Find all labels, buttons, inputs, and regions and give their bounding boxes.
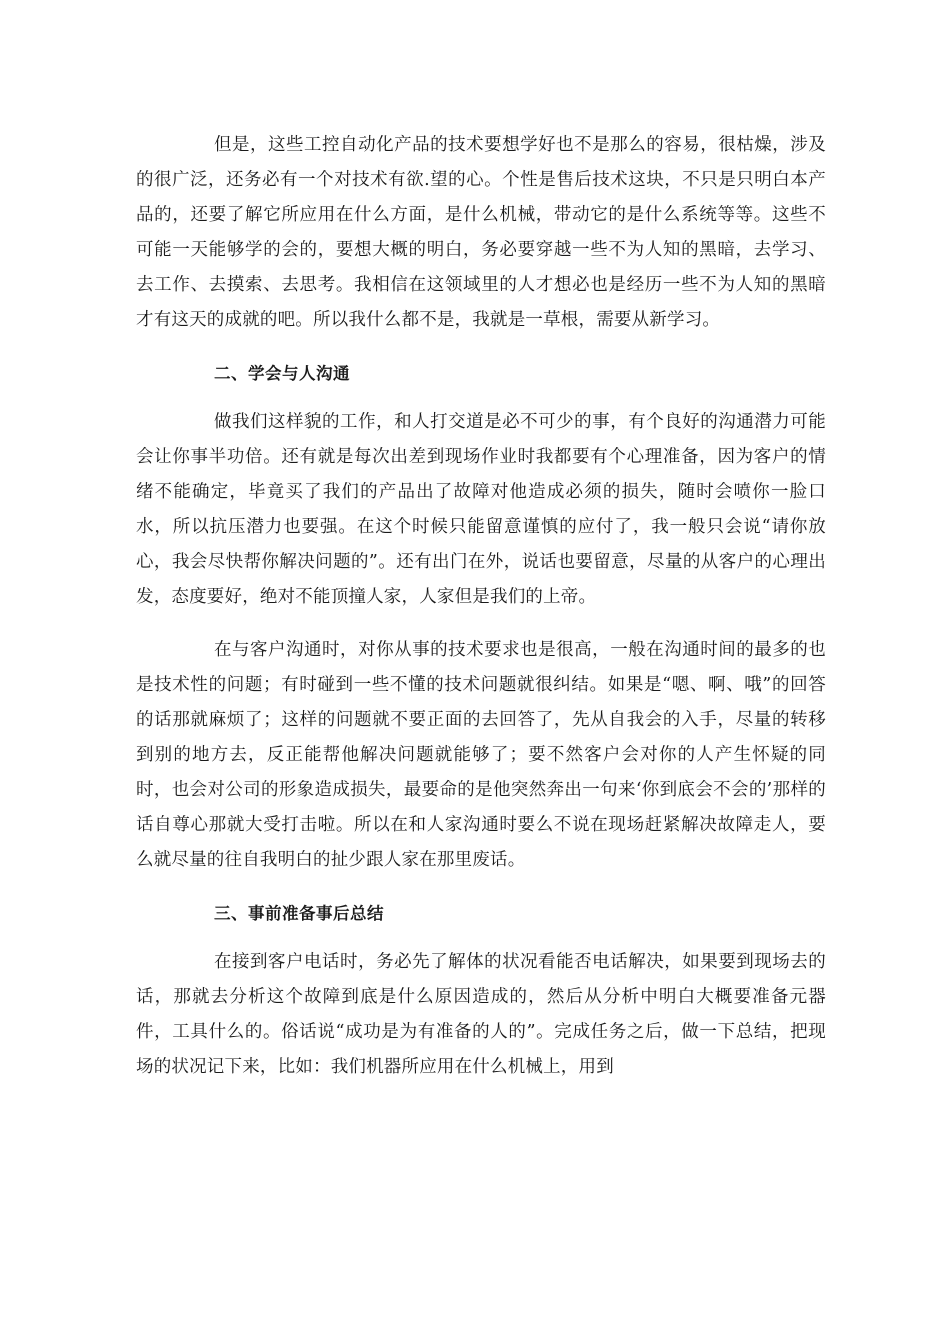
section-heading-preparation: 三、事前准备事后总结 (214, 904, 384, 923)
body-paragraph: 在接到客户电话时，务必先了解体的状况看能否电话解决，如果要到现场去的话，那就去分析这个故障到底是什么原因造成的，然后从分析中明白大概要准备元器件，工具什么的。俗话说“成功是为有准备的人的”。完成任务之后，做一下总结，把现场的状况记下来，比如：我们机器所应用在什么机械上，用到 (136, 952, 826, 1077)
body-paragraph: 但是，这些工控自动化产品的技术要想学好也不是那么的容易，很枯燥，涉及的很广泛，还务必有一个对技术有欲.望的心。个性是售后技术这块，不只是只明白本产品的，还要了解它所应用在什么方面，是什么机械，带动它的是什么系统等等。这些不可能一天能够学的会的，要想大概的明白，务必要穿越一些不为人知的黑暗，去学习、去工作、去摸索、去思考。我相信在这领域里的人才想必也是经历一些不为人知的黑暗才有这天的成就的吧。所以我什么都不是，我就是一草根，需要从新学习。 (136, 135, 826, 330)
body-paragraph: 在与客户沟通时，对你从事的技术要求也是很高，一般在沟通时间的最多的也是技术性的问题；有时碰到一些不懂的技术问题就很纠结。如果是“嗯、啊、哦”的回答的话那就麻烦了；这样的问题就不要正面的去回答了，先从自我会的入手，尽量的转移到别的地方去，反正能帮他解决问题就能够了；要不然客户会对你的人产生怀疑的同时，也会对公司的形象造成损失，最要命的是他突然奔出一句来‘你到底会不会的’那样的话自尊心那就大受打击啦。所以在和人家沟通时要么不说在现场赶紧解决故障走人，要么就尽量的往自我明白的扯少跟人家在那里废话。 (136, 640, 826, 870)
document-page (136, 128, 826, 1085)
section-heading-communication: 二、学会与人沟通 (214, 364, 350, 383)
body-paragraph: 做我们这样貌的工作，和人打交道是必不可少的事，有个良好的沟通潜力可能会让你事半功倍。还有就是每次出差到现场作业时我都要有个心理准备，因为客户的情绪不能确定，毕竟买了我们的产品出了故障对他造成必须的损失，随时会喷你一脸口水，所以抗压潜力也要强。在这个时候只能留意谨慎的应付了，我一般只会说“请你放心，我会尽快帮你解决问题的”。还有出门在外，说话也要留意，尽量的从客户的心理出发，态度要好，绝对不能顶撞人家，人家但是我们的上帝。 (136, 412, 826, 607)
